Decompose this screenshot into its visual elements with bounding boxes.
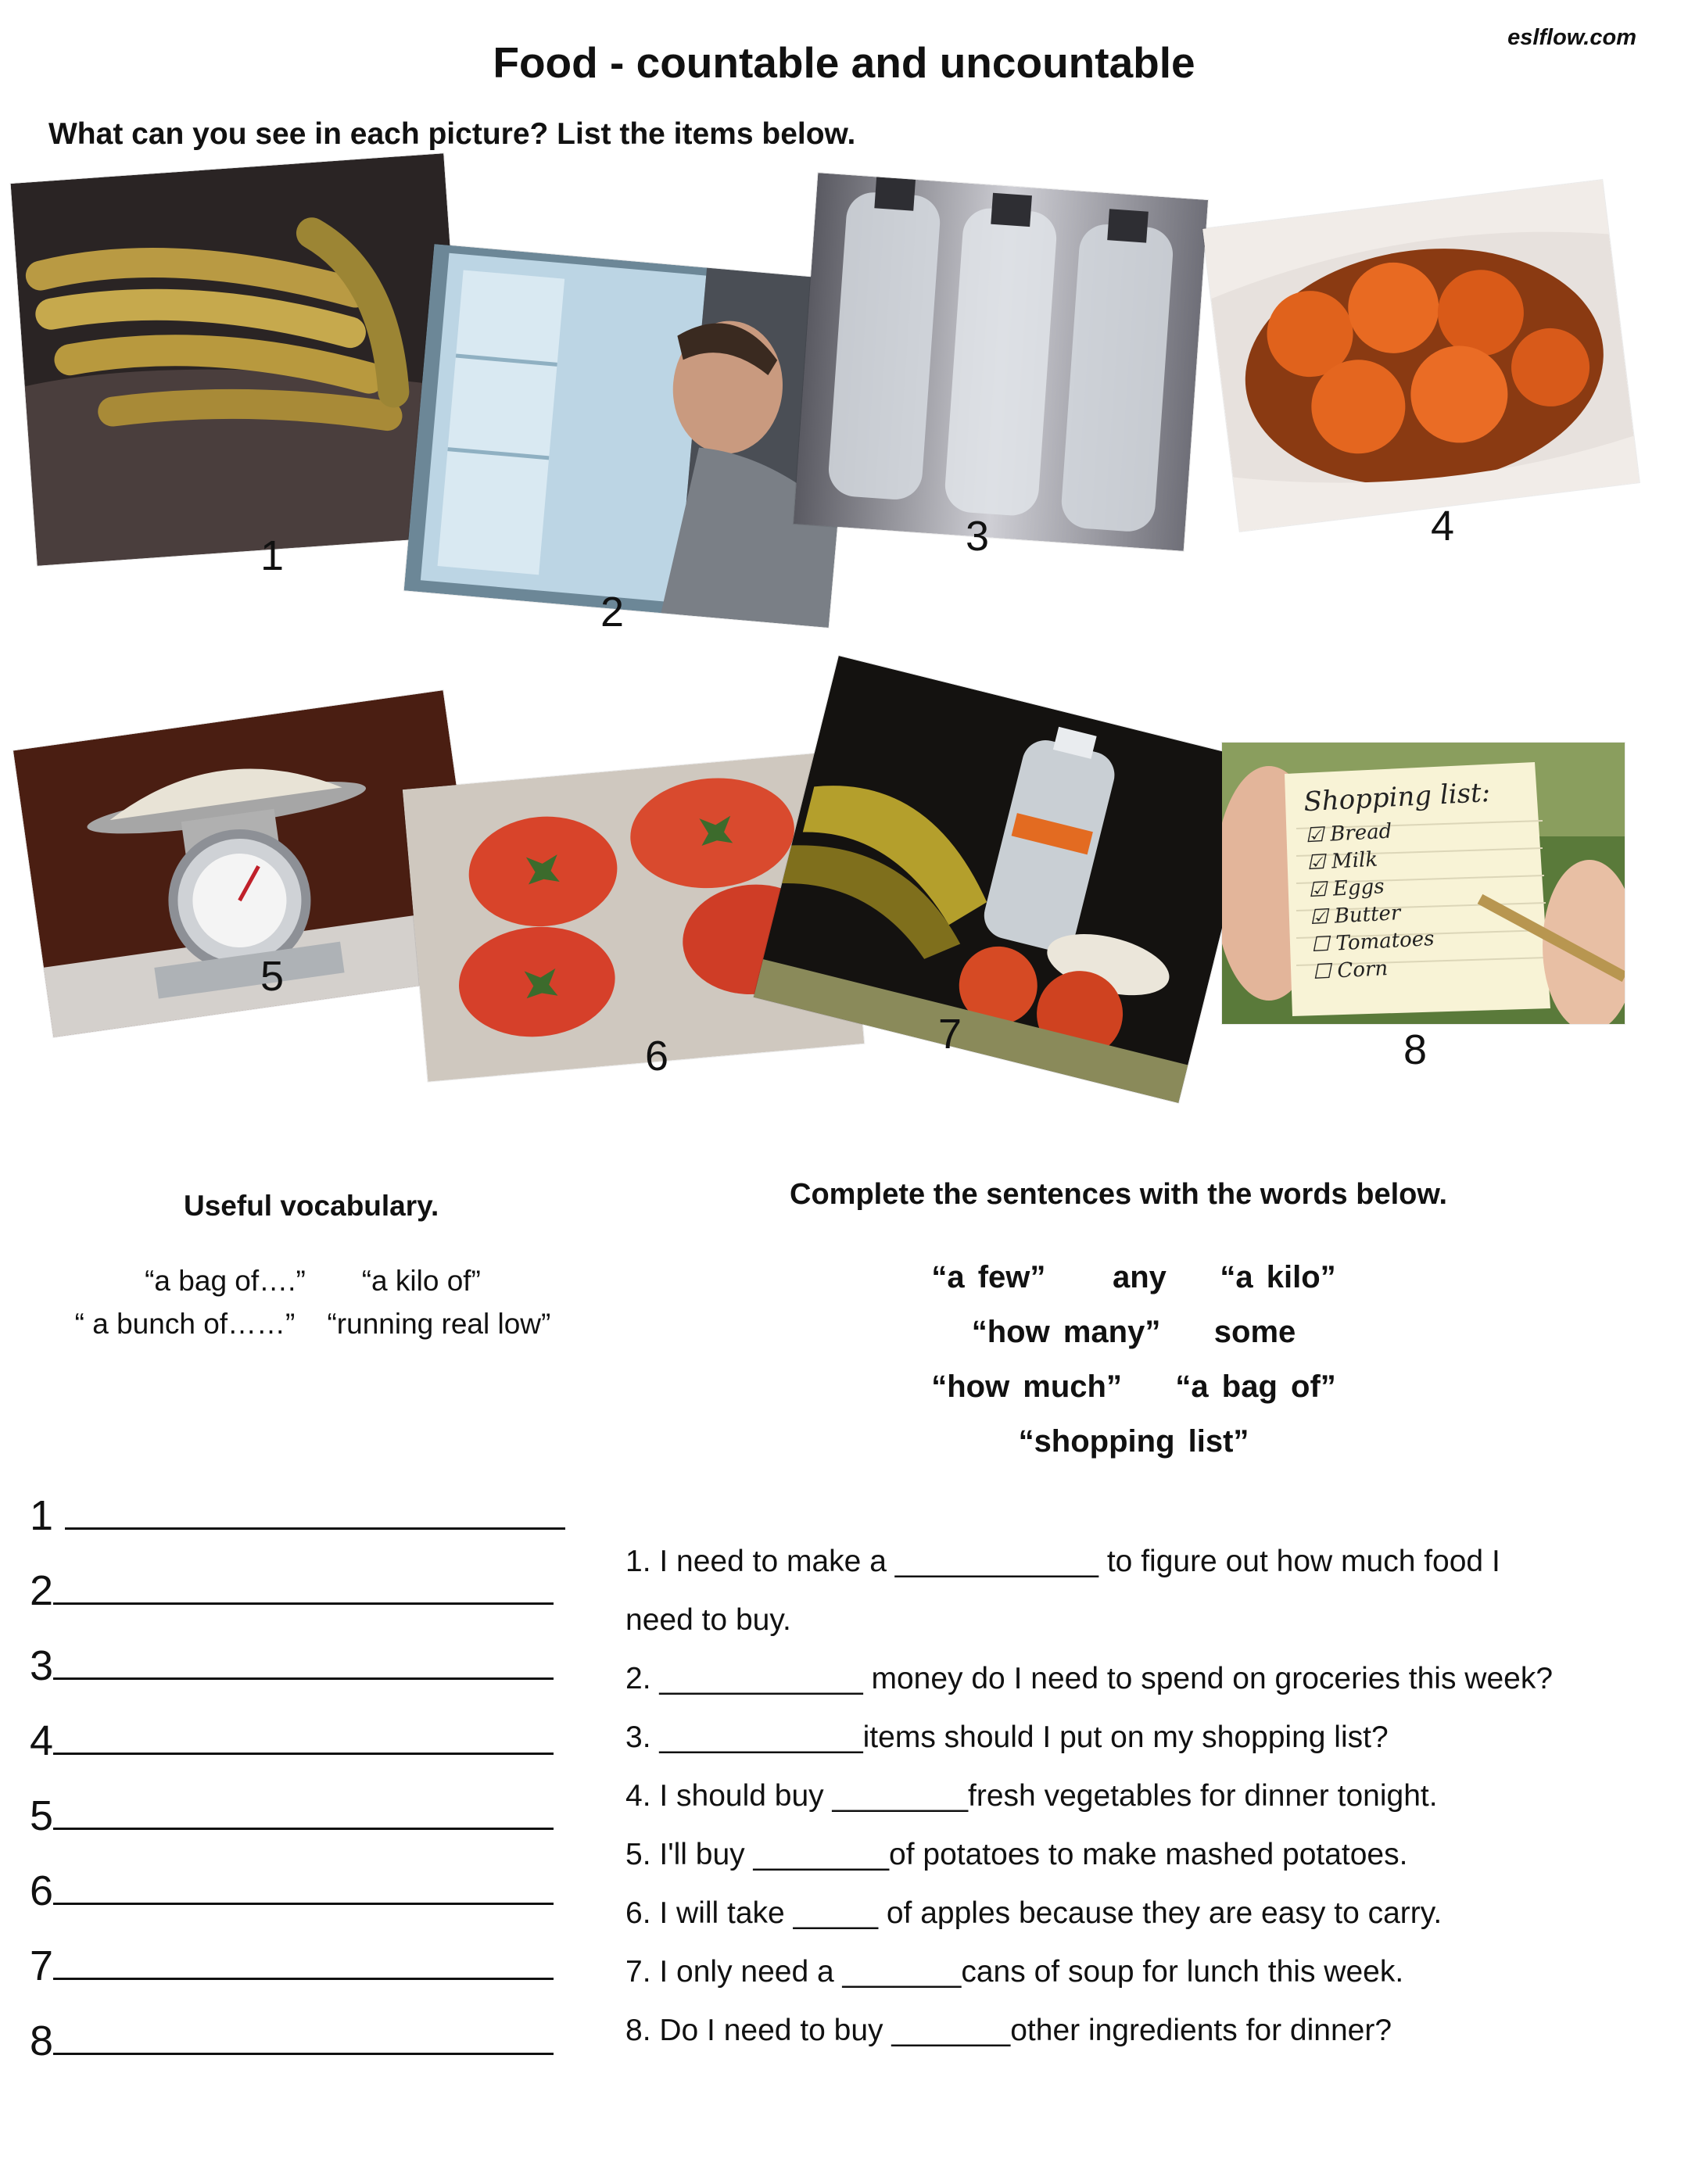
sentence: 5. I'll buy ________of potatoes to make mashed potatoes. bbox=[625, 1838, 1408, 1871]
vocabulary-line: “ a bunch of……” “running real low” bbox=[74, 1308, 551, 1340]
photo-2-fridge bbox=[404, 244, 859, 628]
answer-line[interactable]: 6 bbox=[30, 1867, 577, 1915]
answer-line[interactable]: 5 bbox=[30, 1792, 577, 1840]
shopping-list-item: ☑ Butter bbox=[1309, 901, 1402, 930]
sentence: 6. I will take _____ of apples because they are easy to carry. bbox=[625, 1896, 1443, 1930]
sentence: 3. ____________items should I put on my shopping list? bbox=[625, 1720, 1389, 1754]
photo-3-water-bottles bbox=[794, 173, 1208, 551]
answer-line[interactable]: 1 bbox=[30, 1491, 577, 1540]
word-bank-line: “how much” “a bag of” bbox=[931, 1369, 1336, 1404]
word-bank-line: “a few” any “a kilo” bbox=[931, 1260, 1336, 1294]
shopping-list-heading: Shopping list: bbox=[1303, 776, 1492, 818]
photo-number: 8 bbox=[1403, 1026, 1428, 1073]
sentence: 8. Do I need to buy _______other ingredients for dinner? bbox=[625, 2014, 1392, 2047]
vocabulary-line: “a bag of….” “a kilo of” bbox=[145, 1265, 481, 1297]
answer-line[interactable]: 3 bbox=[30, 1642, 577, 1690]
vocabulary-heading: Useful vocabulary. bbox=[184, 1190, 439, 1222]
site-watermark: eslflow.com bbox=[1507, 25, 1636, 50]
photo-number: 2 bbox=[600, 589, 625, 636]
sentence-list bbox=[625, 1532, 1658, 2060]
shopping-list-item: ☐ Tomatoes bbox=[1310, 926, 1435, 958]
photo-number: 6 bbox=[645, 1033, 669, 1079]
shopping-list-item: ☑ Eggs bbox=[1307, 875, 1385, 903]
complete-heading: Complete the sentences with the words below. bbox=[790, 1178, 1448, 1211]
sentence: 4. I should buy ________fresh vegetables for dinner tonight. bbox=[625, 1779, 1438, 1813]
shopping-list-item: ☐ Corn bbox=[1312, 957, 1389, 985]
shopping-list-item: ☑ Milk bbox=[1306, 847, 1378, 875]
word-bank-line: “how many” some bbox=[971, 1315, 1296, 1349]
worksheet-title: Food - countable and uncountable bbox=[493, 38, 1195, 87]
photo-number: 4 bbox=[1431, 503, 1455, 550]
answer-line[interactable]: 7 bbox=[30, 1942, 577, 1990]
shopping-list-item: ☑ Bread bbox=[1304, 819, 1393, 848]
photo-4-oranges-bag bbox=[1202, 180, 1640, 532]
photo-number: 7 bbox=[938, 1011, 962, 1058]
answer-line[interactable]: 4 bbox=[30, 1717, 577, 1765]
photo-1-bananas bbox=[11, 153, 471, 566]
answer-line[interactable]: 8 bbox=[30, 2017, 577, 2065]
sentence: 7. I only need a _______cans of soup for lunch this week. bbox=[625, 1955, 1404, 1989]
photo-8-shopping-list bbox=[1222, 743, 1625, 1024]
sentence: 2. ____________ money do I need to spend on groceries this week? bbox=[625, 1662, 1554, 1695]
photo-number: 3 bbox=[966, 513, 990, 560]
sentence: need to buy. bbox=[625, 1603, 791, 1637]
photo-number: 5 bbox=[260, 953, 285, 1000]
word-bank-line: “shopping list” bbox=[1018, 1424, 1249, 1459]
sentence: 1. I need to make a ____________ to figure out how much food I bbox=[625, 1545, 1500, 1578]
instruction: What can you see in each picture? List the items below. bbox=[48, 117, 856, 151]
photo-number: 1 bbox=[260, 532, 285, 579]
answer-line[interactable]: 2 bbox=[30, 1566, 577, 1615]
